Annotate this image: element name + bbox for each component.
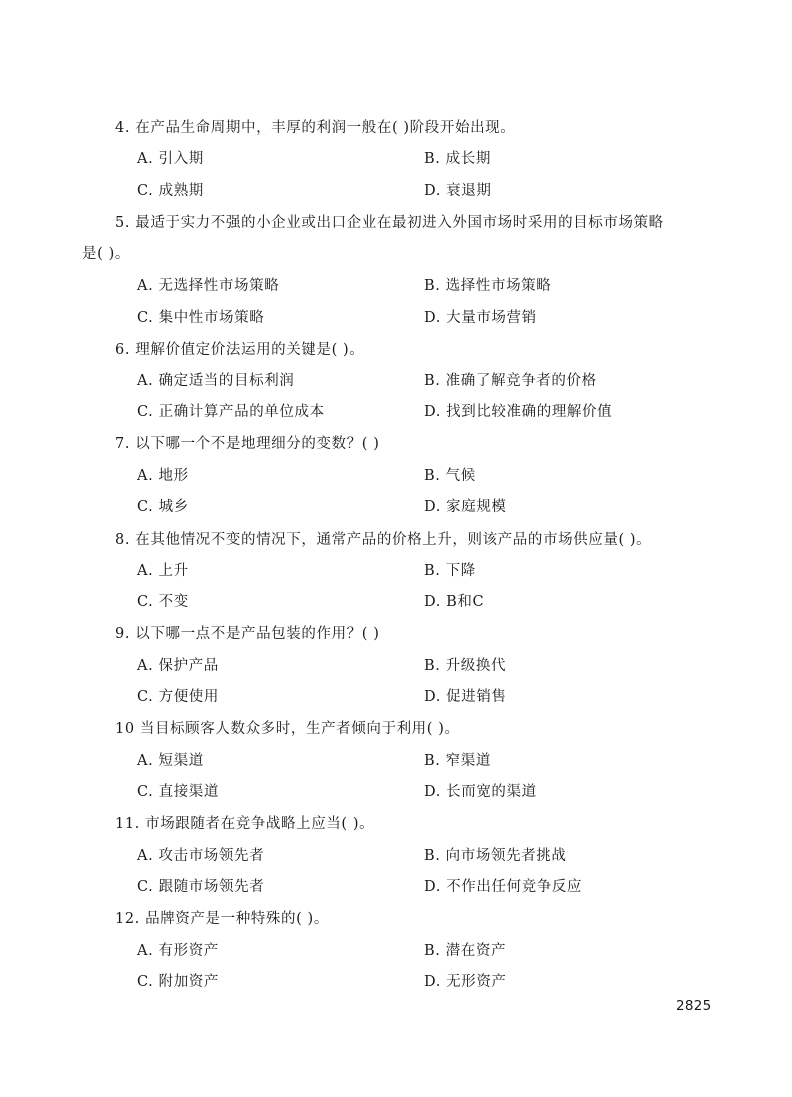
question-8-option-b: B. 下降: [424, 563, 476, 579]
question-12-option-a: A. 有形资产: [137, 943, 219, 959]
question-10-stem: [115, 719, 460, 739]
question-4-option-a: A. 引入期: [137, 151, 204, 167]
question-number: 9.: [115, 626, 131, 642]
question-text: 市场跟随者在竞争战略上应当( )。: [145, 816, 375, 832]
question-11-option-b: B. 向市场领先者挑战: [424, 848, 567, 864]
question-text: 品牌资产是一种特殊的( )。: [145, 911, 329, 927]
question-number: 4.: [115, 120, 131, 136]
question-9-stem: [115, 624, 380, 644]
question-text: 当目标顾客人数众多时，生产者倾向于利用( )。: [139, 721, 460, 737]
question-12-stem: [115, 909, 329, 929]
question-text: 以下哪一个不是地理细分的变数？( ): [135, 436, 380, 452]
question-8-option-a: A. 上升: [137, 563, 189, 579]
question-11-stem: [115, 814, 374, 834]
question-12-option-c: C. 附加资产: [137, 974, 219, 990]
question-10-option-d: D. 长而宽的渠道: [424, 784, 537, 800]
question-text: 在其他情况不变的情况下，通常产品的价格上升，则该产品的市场供应量( )。: [135, 532, 652, 548]
question-text: 以下哪一点不是产品包装的作用？( ): [135, 626, 380, 642]
question-10-option-c: C. 直接渠道: [137, 784, 219, 800]
question-5-stem: [115, 213, 664, 233]
question-text: 最适于实力不强的小企业或出口企业在最初进入外国市场时采用的目标市场策略: [135, 215, 664, 231]
question-11-option-a: A. 攻击市场领先者: [137, 848, 265, 864]
question-7-option-c: C. 城乡: [137, 499, 189, 515]
question-5-option-d: D. 大量市场营销: [424, 310, 537, 326]
question-text: 理解价值定价法运用的关键是( )。: [135, 342, 365, 358]
question-11-option-d: D. 不作出任何竞争反应: [424, 879, 583, 895]
question-7-option-b: B. 气候: [424, 468, 476, 484]
question-12-option-b: B. 潜在资产: [424, 943, 507, 959]
question-number: 6.: [115, 342, 131, 358]
question-4-option-c: C. 成熟期: [137, 183, 204, 199]
question-9-option-d: D. 促进销售: [424, 689, 507, 705]
question-8-option-c: C. 不变: [137, 594, 189, 610]
question-7-stem: [115, 434, 380, 454]
question-6-option-a: A. 确定适当的目标利润: [137, 373, 295, 389]
question-4-option-b: B. 成长期: [424, 151, 491, 167]
question-7-option-d: D. 家庭规模: [424, 499, 507, 515]
question-6-option-b: B. 准确了解竞争者的价格: [424, 373, 597, 389]
question-10-option-b: B. 窄渠道: [424, 753, 491, 769]
question-text: 在产品生命周期中，丰厚的利润一般在( )阶段开始出现。: [135, 120, 516, 136]
question-5-option-c: C. 集中性市场策略: [137, 310, 265, 326]
question-9-option-a: A. 保护产品: [137, 658, 219, 674]
question-6-option-c: C. 正确计算产品的单位成本: [137, 404, 325, 420]
question-6-stem: [115, 340, 364, 360]
question-8-stem: [115, 530, 651, 550]
question-12-option-d: D. 无形资产: [424, 974, 507, 990]
question-5-option-b: B. 选择性市场策略: [424, 278, 552, 294]
question-number: 5.: [115, 215, 131, 231]
question-5-stem-continued: 是( )。: [82, 246, 130, 262]
question-4-stem: [115, 118, 515, 138]
question-number: 8.: [115, 532, 131, 548]
question-11-option-c: C. 跟随市场领先者: [137, 879, 265, 895]
question-8-option-d: D. B和C: [424, 594, 485, 610]
question-6-option-d: D. 找到比较准确的理解价值: [424, 404, 613, 420]
question-4-option-d: D. 衰退期: [424, 183, 492, 199]
question-10-option-a: A. 短渠道: [137, 753, 204, 769]
page-number: 2825: [676, 998, 712, 1014]
question-number: 11.: [115, 816, 140, 832]
question-9-option-b: B. 升级换代: [424, 658, 507, 674]
question-5-option-a: A. 无选择性市场策略: [137, 278, 280, 294]
question-number: 10: [115, 721, 135, 737]
question-7-option-a: A. 地形: [137, 468, 189, 484]
question-9-option-c: C. 方便使用: [137, 689, 219, 705]
question-number: 12.: [115, 911, 140, 927]
question-number: 7.: [115, 436, 131, 452]
